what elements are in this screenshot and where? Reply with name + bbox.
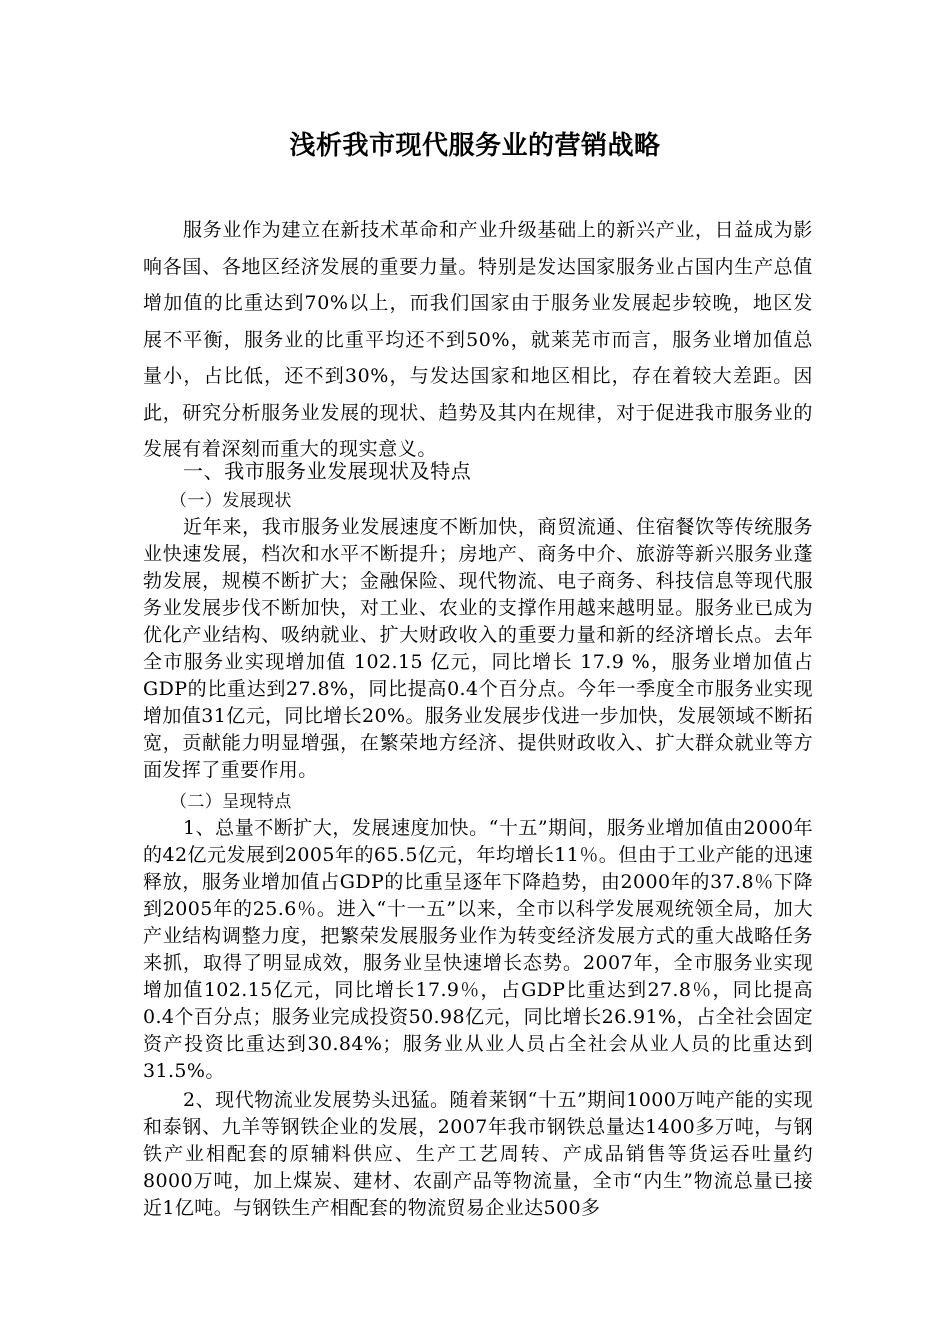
intro-paragraph: 服务业作为建立在新技术革命和产业升级基础上的新兴产业，日益成为影响各国、各地区经济发展的重要力量。特别是发达国家服务业占国内生产总值增加值的比重达到70%以上，而我们国家由于服务业发展起步较晚，地区发展不平衡，服务业的比重平均还不到50%，就莱芜市而言，服务业增加值总量小，占比低，还不到30%，与发达国家和地区相比，存在着较大差距。因此，研究分析服务业发展的现状、趋势及其内在规律，对于促进我市服务业的发展有着深刻而重大的现实意义。 [143,219,813,460]
feature-point-2: 2、现代物流业发展势头迅猛。随着莱钢“十五”期间1000万吨产能的实现和泰钢、九羊等钢铁企业的发展，2007年我市钢铁总量达1400多万吨，与钢铁产业相配套的原辅料供应、生产工艺周转、产成品销售等货运吞吐量约8000万吨，加上煤炭、建材、农副产品等物流量，全市“内生”物流总量已接近1亿吨。与钢铁生产相配套的物流贸易企业达500多 [143,1089,813,1219]
status-paragraph: 近年来，我市服务业发展速度不断加快，商贸流通、住宿餐饮等传统服务业快速发展，档次和水平不断提升；房地产、商务中介、旅游等新兴服务业蓬勃发展，规模不断扩大；金融保险、现代物流、电子商务、科技信息等现代服务业发展步伐不断加快，对工业、农业的支撑作用越来越明显。服务业已成为优化产业结构、吸纳就业、扩大财政收入的重要力量和新的经济增长点。去年全市服务业实现增加值 102.15 亿元，同比增长 17.9 %，服务业增加值占GDP的比重达到27.8%，同比提高0.4个百分点。今年一季度全市服务业实现增加值31亿元，同比增长20%。服务业发展步伐进一步加快，发展领域不断拓宽，贡献能力明显增强，在繁荣地方经济、提供财政收入、扩大群众就业等方面发挥了重要作用。 [143,516,813,781]
document-title: 浅析我市现代服务业的营销战略 [289,131,661,161]
subsection-heading-features: （二）呈现特点 [170,792,292,812]
feature-point-1: 1、总量不断扩大，发展速度加快。“十五”期间，服务业增加值由2000年的42亿元发展到2005年的65.5亿元，年均增长11％。但由于工业产能的迅速释放，服务业增加值占GDP的比重呈逐年下降趋势，由2000年的37.8％下降到2005年的25.6％。进入“十一五”以来，全市以科学发展观统领全局，加大产业结构调整力度，把繁荣发展服务业作为转变经济发展方式的重大战略任务来抓，取得了明显成效，服务业呈快速增长态势。2007年，全市服务业实现增加值102.15亿元，同比增长17.9％，占GDP比重达到27.8％，同比提高0.4个百分点；服务业完成投资50.98亿元，同比增长26.91%，占全社会固定资产投资比重达到30.84%；服务业从业人员占全社会从业人员的比重达到31.5%。 [143,817,813,1082]
section-heading: 一、我市服务业发展现状及特点 [183,459,472,483]
subsection-heading-status: （一）发展现状 [170,491,292,511]
